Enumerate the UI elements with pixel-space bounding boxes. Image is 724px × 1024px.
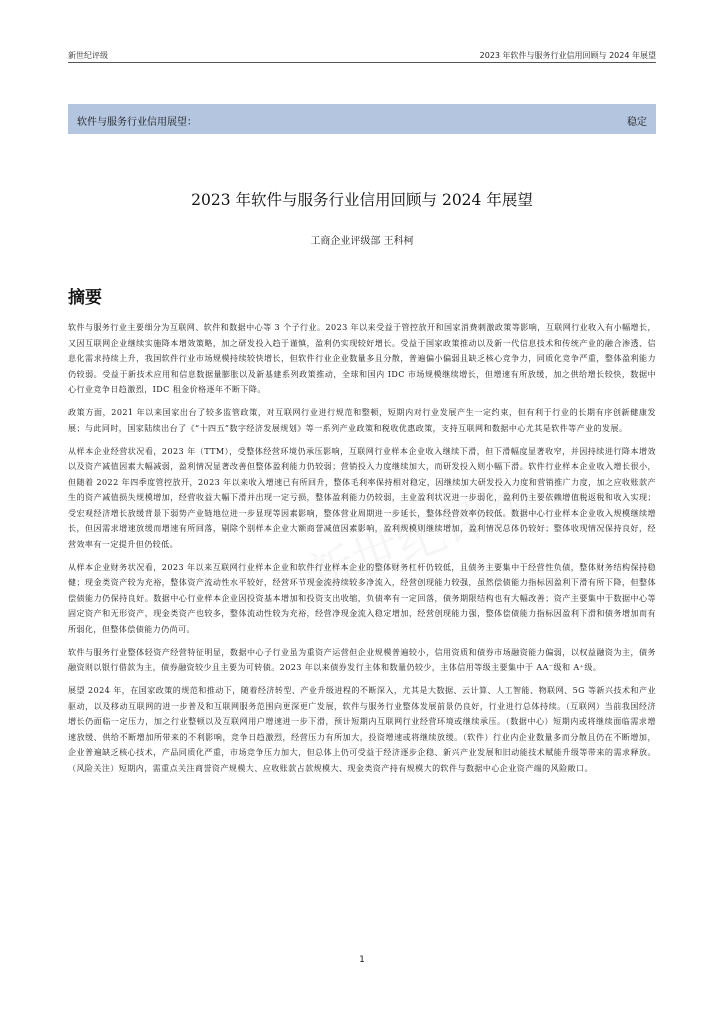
paragraph-policy: 政策方面，2021 年以来国家出台了较多监管政策，对互联网行业进行规范和整顿，短期内对行业发展产生一定约束，但有利于行业的长期有序创新健康发展；与此同时，国家陆续出台了《“十四五”数字经济发展规划》等一系列产业政策和税收优惠政策，支持互联网和数据中心尤其是软件等产业的发展。 [68,408,656,433]
paragraph-industry-overview: 软件与服务行业主要细分为互联网、软件和数据中心等 3 个子行业。2023 年以来受益于管控放开和国家消费刺激政策等影响，互联网行业收入有小幅增长，又因互联网企业继续实施降本增效策略，加之研发投入趋于谨慎，盈利仍实现较好增长。受益于国家政策推动以及新一代信息技术和传统产业的融合渗透、信息化需求持续上升，我国软件行业市场规模持续较快增长，但软件行业企业数量多且分散，普遍偏小偏弱且缺乏核心竞争力，同质化竞争严重，整体盈利能力仍较弱。受益于新技术应用和信息数据量膨胀以及新基建系列政策推动，全球和国内 IDC 市场规模继续增长，但增速有所放缓，加之供给增长较快，数据中心行业竞争日趋激烈，IDC 租金价格逐年不断下降。 [68,323,656,394]
header-brand: 新世纪评级 [68,51,108,60]
abstract-body [68,320,656,784]
paragraph-financials: 从样本企业财务状况看，2023 年以来互联网行业样本企业和软件行业样本企业的整体财务杠杆仍较低，且债务主要集中于经营性负债，整体财务结构保持稳健；现金类资产较为充裕，整体资产流动性水平较好，经营环节现金流持续较多净流入，经营创现能力较强，虽然偿债能力指标因盈利下滑有所下降，但整体偿债能力仍保持良好。数据中心行业样本企业因投资基本增加和投资支出收缩，负债率有一定回落，债务期限结构也有大幅改善；资产主要集中于数据中心等固定资产和无形资产，现金类资产也较多，整体流动性较为充裕，经营净现金流入稳定增加，经营创现能力强，整体偿债能力指标因盈利下滑和债务增加而有所弱化，但整体偿债能力仍尚可。 [68,562,656,634]
outlook-label: 软件与服务行业信用展望： [77,117,197,128]
page-number: 1 [359,955,365,965]
outlook-value: 稳定 [627,117,647,128]
abstract-heading: 摘要 [68,288,102,308]
paragraph-operations: 从样本企业经营状况看，2023 年（TTM），受整体经营环境仍承压影响，互联网行业样本企业收入继续下滑，但下滑幅度显著收窄，并因持续进行降本增效以及资产减值因素大幅减弱，盈利情况显著改善但整体盈利能力仍较弱；营销投入力度继续加大，而研发投入则小幅下滑。软件行业样本企业收入增长很小，但随着 2022 年四季度管控放开，2023 年以来收入增速已有所回升，整体毛利率保持相对稳定，因继续加大研发投入力度和营销推广力度，加之应收账款产生的资产减值损失规模增加，经营收益大幅下滑并出现一定亏损，整体盈利能力仍较弱，主业盈利状况进一步弱化，盈利仍主要依赖增值税返税和收入实现；受宏观经济增长放缓背景下弱势产业链地位进一步显现等因素影响，整体营业周期进一步延长，整体经营效率仍较低。数据中心行业样本企业收入规模继续增长，但因需求增速放缓而增速有所回落，剔除个别样本企业大额商誉减值因素影响，盈利规模则继续增加，盈利情况总体仍较好；整体收现情况保持良好，经营效率有一定提升但仍较低。 [68,446,656,549]
author-line: 工商企业评级部 王科柯 [310,236,414,247]
outlook-bar [68,104,656,134]
header-report-title: 2023 年软件与服务行业信用回顾与 2024 年展望 [479,51,656,60]
header-divider [68,62,656,63]
document-title: 2023 年软件与服务行业信用回顾与 2024 年展望 [191,191,533,209]
paragraph-financing: 软件与服务行业整体轻资产经营特征明显，数据中心子行业虽为重资产运营但企业规模普遍较小，信用资质和债券市场融资能力偏弱，以权益融资为主，债务融资则以银行借款为主，债券融资较少且主要为可转债。2023 年以来债券发行主体和数量仍较少，主体信用等级主要集中于 AA⁻级和 A⁺级。 [68,647,656,672]
paragraph-outlook: 展望 2024 年，在国家政策的规范和推动下，随着经济转型、产业升级进程的不断深入，尤其是大数据、云计算、人工智能、物联网、5G 等新兴技术和产业驱动，以及移动互联网的进一步普及和互联网服务范围向更深更广发展，软件与服务行业整体发展前景仍良好，行业进行总体持续。（互联网）当前我国经济增长仍面临一定压力，加之行业整顿以及互联网用户增速进一步下滑，预计短期内互联网行业经营环境或继续承压。（数据中心）短期内或将继续面临需求增速放缓、供给不断增加所带来的不利影响，竞争日趋激烈，经营压力有所加大，投资增速或将继续放缓。（软件）行业内企业数量多而分散且仍在不断增加，企业普遍缺乏核心技术，产品同质化严重，市场竞争压力加大，但总体上仍可受益于经济逐步企稳、新兴产业发展和旧动能技术赋能升级等带来的需求释放。（风险关注）短期内，需重点关注商誉资产规模大、应收账款占款规模大、现金类资产持有规模大的软件与数据中心企业资产端的风险敞口。 [68,686,656,773]
page-header [68,48,656,62]
